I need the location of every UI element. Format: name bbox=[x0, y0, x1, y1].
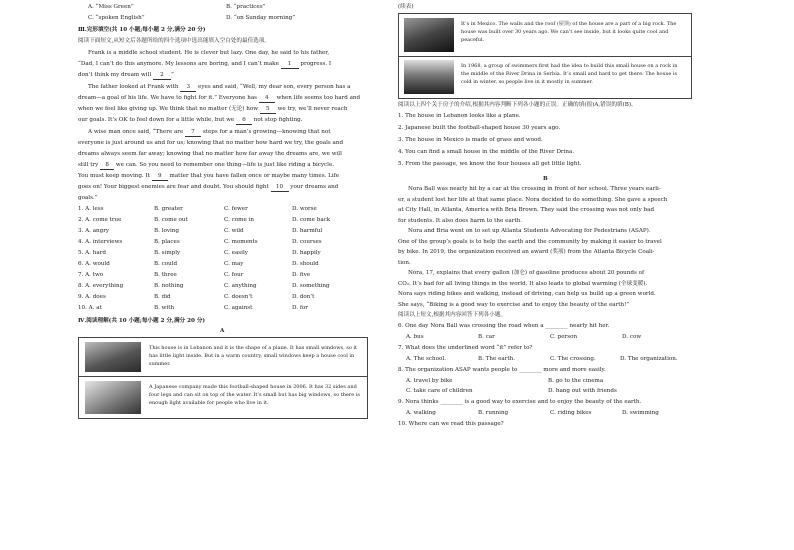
passage-line: One of the group’s goals is to help the earth and the community by making it easier to travel bbox=[398, 238, 662, 245]
option-item: B. loving bbox=[154, 228, 179, 234]
option-item: D. courses bbox=[292, 239, 322, 245]
option-item: C. anything bbox=[224, 283, 257, 289]
option-item: D. come back bbox=[292, 217, 331, 223]
passage-line: still try 8 we can. So you need to remember one thing—life is just like riding a bicycle. bbox=[78, 162, 335, 168]
blank-9: 9 bbox=[152, 173, 168, 181]
passage-line: dreams always seem far away; knowing that no matter how far away the dreams are, we will bbox=[78, 151, 342, 157]
blank-7: 7 bbox=[185, 129, 201, 137]
passage-line: don’t think my dream will 2 ” bbox=[78, 72, 174, 78]
answer-option: B. car bbox=[478, 334, 495, 340]
option-item: D. happily bbox=[292, 250, 321, 256]
passage-line: Nora Ball was nearly hit by a car at the crossing in front of her school. Three years earli- bbox=[408, 186, 661, 192]
house-table-b bbox=[398, 13, 692, 99]
blank-6: 6 bbox=[236, 117, 252, 125]
option-item: 10. A. at bbox=[78, 305, 102, 311]
option-item: B. come out bbox=[154, 217, 188, 223]
passage-line: A wise man once said, “There are 7 steps for a man’s growing—knowing that not bbox=[88, 129, 331, 135]
passage-line: Nora and Bria went on to set up Atlanta Students Advocating for Pedestrians (ASAP). bbox=[408, 228, 651, 234]
blank-10: 10 bbox=[271, 184, 289, 192]
question-9: 9. Nora thinks ________ is a good way to exercise and to enjoy the beauty of the earth. bbox=[398, 399, 642, 405]
option-item: C. wild bbox=[224, 228, 244, 234]
option-item: B. places bbox=[154, 239, 180, 245]
answer-option: B. The earth. bbox=[478, 356, 516, 362]
passage-line: You must keep moving. It 9 matter that you have fallen once or maybe many times. Life bbox=[78, 173, 340, 179]
blank-1: 1 bbox=[281, 61, 299, 69]
tf-question: 1. The house in Lebanon looks like a plane. bbox=[398, 113, 521, 119]
answer-option: C. take care of children bbox=[406, 388, 473, 394]
option-item: 7. A. two bbox=[78, 272, 104, 278]
option-item: D. don’t bbox=[292, 294, 315, 300]
option-item: D. harmful bbox=[292, 228, 323, 234]
option-item: C. come in bbox=[224, 217, 254, 223]
tf-instructions: 阅读以上四个关于房子的介绍,根据其内容判断下列各小题的正误。正确的填(很)A,错误的填(B)。 bbox=[398, 102, 637, 108]
blank-2: 2 bbox=[153, 72, 171, 80]
passage-line: er, a student lost her life at that same place. Nora decided to do something. She gave a speech bbox=[398, 196, 668, 203]
question-6-options bbox=[406, 334, 690, 342]
passage-line: She says, “Biking is a good way to exercise and to enjoy the beauty of the earth!” bbox=[398, 301, 630, 308]
option-item: B. could bbox=[154, 261, 178, 267]
option-item: 3. A. angry bbox=[78, 228, 110, 234]
option-item: 6. A. would bbox=[78, 261, 110, 267]
tf-question: 5. From the passage, we know the four houses all get little light. bbox=[398, 161, 582, 167]
answer-option: D. hang out with friends bbox=[548, 388, 617, 394]
option-item: 2. A. come true bbox=[78, 217, 122, 223]
passage-line: at City Hall, in Atlanta, America with Bria Brown. They said the crossing was not only bad bbox=[398, 207, 655, 213]
option-item: C. against bbox=[224, 305, 253, 311]
house1-text: This house is in Lebanon and it is the shape of a plane. It has small windows, so it has little light inside. But in a warm country, small windows keep a house cool in summer. bbox=[149, 345, 358, 367]
passage-line: CO₂. It’s bad for all living things in the world. It also leads to global warming (全球变暖). bbox=[398, 280, 648, 287]
option-item: 4. A. interviews bbox=[78, 239, 123, 245]
option-2a: C. “spoken English” bbox=[88, 15, 145, 21]
option-item: C. moments bbox=[224, 239, 258, 245]
option-item: C. easily bbox=[224, 250, 248, 256]
question-7-options bbox=[406, 356, 690, 364]
option-2b: D. “on Sunday morning” bbox=[226, 15, 296, 21]
option-item: B. greater bbox=[154, 206, 183, 212]
question-6: 6. One day Nora Ball was crossing the road when a ________ nearly hit her. bbox=[398, 323, 610, 329]
part-a-label: A bbox=[220, 328, 225, 334]
answer-option: A. The school. bbox=[406, 356, 446, 362]
passage-line: tion. bbox=[398, 259, 411, 266]
option-item: B. three bbox=[154, 272, 177, 278]
question-9-options bbox=[406, 410, 690, 418]
passage-line: goals.” bbox=[78, 195, 98, 201]
passage-line: goes on! Your biggest enemies are fear and doubt. You should fight 10 your dreams and bbox=[78, 184, 339, 190]
option-item: 5. A. hard bbox=[78, 250, 106, 256]
option-item: C. may bbox=[224, 261, 244, 267]
tf-question: 2. Japanese built the football-shaped house 30 years ago. bbox=[398, 125, 561, 131]
option-item: 1. A. less bbox=[78, 206, 104, 212]
house2-text: A Japanese company made this football-shaped house in 2006. It has 32 sides and four legs and can sit on top of the water. It’s small but has big windows, so there is enough light available for people who live in it. bbox=[149, 384, 360, 406]
answer-option: C. The crossing. bbox=[550, 356, 596, 362]
passage-line: Frank is a middle school student. He is clever but lazy. One day, he said to his father, bbox=[88, 50, 330, 56]
option-item: C. doesn’t bbox=[224, 294, 253, 300]
answer-option: C. riding bikes bbox=[550, 410, 592, 416]
tf-question: 4. You can find a small house in the middle of the River Drina. bbox=[398, 149, 575, 155]
house4-text: In 1968, a group of swimmers first had the idea to build this small house on a rock in the middle of the River Drina in Serbia. It’s small and hard to get there. The house is cold in winter, so people live in it mostly in summer. bbox=[461, 63, 678, 85]
passage-line: by bike. In 2019, the organization received an award (奖项) from the Atlanta Bicycle Coali- bbox=[398, 249, 655, 255]
blank-8: 8 bbox=[100, 162, 114, 170]
river-house-photo bbox=[404, 60, 454, 94]
passage-line: dream—a goal of his life. We have to fight for it.” Everyone has 4 when life seems too hard and bbox=[78, 95, 361, 101]
rock-house-photo bbox=[404, 18, 454, 52]
passage-line: “Dad, I can’t do this anymore. My lessons are boring, and I can’t make 1 progress. I bbox=[78, 61, 332, 67]
blank-5: 5 bbox=[260, 106, 276, 114]
answer-option: B. running bbox=[478, 410, 509, 416]
answer-option: C. person bbox=[550, 334, 578, 340]
answer-option: A. bus bbox=[406, 334, 424, 340]
answer-option: D. swimming bbox=[622, 410, 659, 416]
answer-option: A. travel by bike bbox=[406, 378, 453, 384]
part-b-label: B bbox=[543, 176, 548, 182]
tf-question: 3. The house in Mexico is made of grass and wood. bbox=[398, 137, 543, 143]
continued-label: (续表) bbox=[398, 4, 414, 10]
option-item: D. five bbox=[292, 272, 311, 278]
answer-option: B. go to the cinema bbox=[548, 378, 604, 384]
plane-house-photo bbox=[85, 342, 141, 372]
question-8: 8. The organization ASAP wants people to ________ more and more easily. bbox=[398, 367, 606, 373]
section4-heading: Ⅳ.阅读理解(共 10 小题;每小题 2 分,满分 20 分) bbox=[78, 318, 206, 324]
option-item: B. with bbox=[154, 305, 175, 311]
blank-4: 4 bbox=[259, 95, 275, 103]
option-item: 8. A. everything bbox=[78, 283, 124, 289]
football-house-photo bbox=[85, 381, 141, 414]
passage-line: when we feel like giving up. We think that no matter (无论) how 5 we try, we’ll never reach bbox=[78, 106, 348, 112]
section2-heading: Ⅲ.完形填空(共 10 小题;每小题 2 分,满分 20 分) bbox=[78, 27, 206, 33]
house-table-a bbox=[78, 337, 368, 419]
option-item: D. should bbox=[292, 261, 319, 267]
passage-line: everyone is just around us and for us; knowing that no matter how hard we try, the goals and bbox=[78, 140, 344, 146]
option-item: C. four bbox=[224, 272, 244, 278]
option-1b: B. “practices” bbox=[226, 4, 266, 10]
option-item: B. nothing bbox=[154, 283, 184, 289]
option-item: D. worse bbox=[292, 206, 317, 212]
option-item: B. simply bbox=[154, 250, 181, 256]
option-item: 9. A. does bbox=[78, 294, 106, 300]
b-instructions: 阅读以上短文,根据其内容回答下列各小题。 bbox=[398, 312, 507, 318]
blank-3: 3 bbox=[180, 84, 196, 92]
answer-option: A. walking bbox=[406, 410, 436, 416]
question-8-options-row2 bbox=[406, 388, 690, 396]
section2-instructions: 阅读下面短文,从短文后各题所给的四个选项中选出能填入空白处的最佳选项。 bbox=[78, 38, 270, 44]
passage-line: Nora, 17, explains that every gallon (加仑) of gasoline produces about 20 pounds of bbox=[408, 270, 645, 276]
passage-line: for students. It also does harm to the earth. bbox=[398, 217, 523, 224]
option-item: B. did bbox=[154, 294, 171, 300]
passage-line: The father looked at Frank with 3 eyes and said, “Well, my dear son, every person has a bbox=[88, 84, 351, 90]
option-1a: A. “Miss Green” bbox=[88, 4, 134, 10]
option-item: C. fewer bbox=[224, 206, 248, 212]
question-10: 10. Where can we read this passage? bbox=[398, 421, 504, 427]
passage-line: Nora says riding bikes and walking, instead of driving, can help us build up a green world. bbox=[398, 291, 656, 297]
answer-option: D. cow bbox=[622, 334, 642, 340]
option-item: D. for bbox=[292, 305, 308, 311]
passage-line: our goals. It’s OK to feel down for a little while, but we 6 not stop fighting. bbox=[78, 117, 303, 123]
option-item: D. something bbox=[292, 283, 330, 289]
question-7: 7. What does the underlined word “it” refer to? bbox=[398, 345, 533, 351]
house3-text: It’s in Mexico. The walls and the roof (屋顶) of the house are a part of a big rock. The house was built over 30 years ago. We can’t see inside, but it looks quite cool and peaceful. bbox=[461, 21, 677, 43]
question-8-options-row1 bbox=[406, 378, 690, 386]
answer-option: D. The organization. bbox=[620, 356, 678, 362]
